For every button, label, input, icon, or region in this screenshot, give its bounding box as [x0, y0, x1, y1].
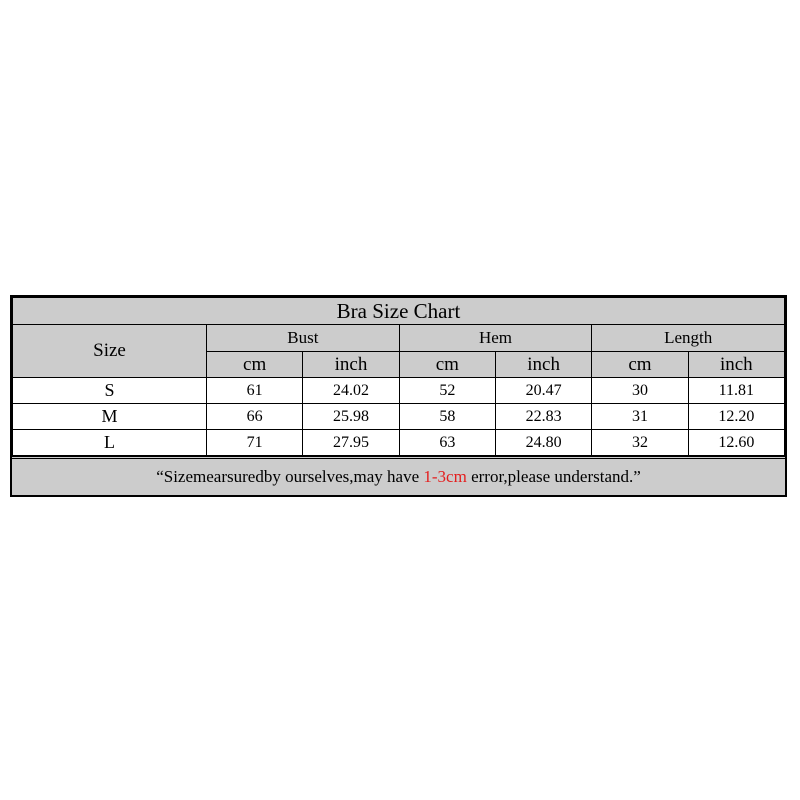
- size-column-header: Size: [13, 325, 207, 378]
- note-text: “Sizemearsuredby ourselves,may have: [156, 467, 424, 486]
- value-cell: 12.60: [688, 430, 784, 456]
- unit-header: cm: [207, 352, 303, 378]
- note-highlight: 1-3cm: [423, 467, 467, 486]
- value-cell: 71: [207, 430, 303, 456]
- size-cell: L: [13, 430, 207, 456]
- value-cell: 30: [592, 378, 688, 404]
- size-cell: S: [13, 378, 207, 404]
- table-row: [13, 378, 785, 404]
- unit-header: cm: [399, 352, 495, 378]
- value-cell: 66: [207, 404, 303, 430]
- value-cell: 24.80: [495, 430, 591, 456]
- bra-size-chart: [10, 295, 787, 497]
- value-cell: 27.95: [303, 430, 399, 456]
- unit-header: inch: [303, 352, 399, 378]
- size-table: [12, 297, 785, 456]
- hem-header: Hem: [399, 325, 592, 352]
- value-cell: 58: [399, 404, 495, 430]
- table-row: [13, 404, 785, 430]
- chart-title: Bra Size Chart: [13, 298, 785, 325]
- value-cell: 12.20: [688, 404, 784, 430]
- value-cell: 11.81: [688, 378, 784, 404]
- note-text-end: error,please understand.”: [466, 467, 641, 486]
- unit-header: inch: [688, 352, 784, 378]
- value-cell: 31: [592, 404, 688, 430]
- value-cell: 22.83: [495, 404, 591, 430]
- value-cell: 61: [207, 378, 303, 404]
- value-cell: 25.98: [303, 404, 399, 430]
- value-cell: 52: [399, 378, 495, 404]
- size-cell: M: [13, 404, 207, 430]
- bust-header: Bust: [207, 325, 400, 352]
- value-cell: 32: [592, 430, 688, 456]
- unit-header: cm: [592, 352, 688, 378]
- measurement-note: [12, 456, 785, 495]
- table-row: [13, 430, 785, 456]
- value-cell: 63: [399, 430, 495, 456]
- unit-header: inch: [495, 352, 591, 378]
- length-header: Length: [592, 325, 785, 352]
- value-cell: 20.47: [495, 378, 591, 404]
- value-cell: 24.02: [303, 378, 399, 404]
